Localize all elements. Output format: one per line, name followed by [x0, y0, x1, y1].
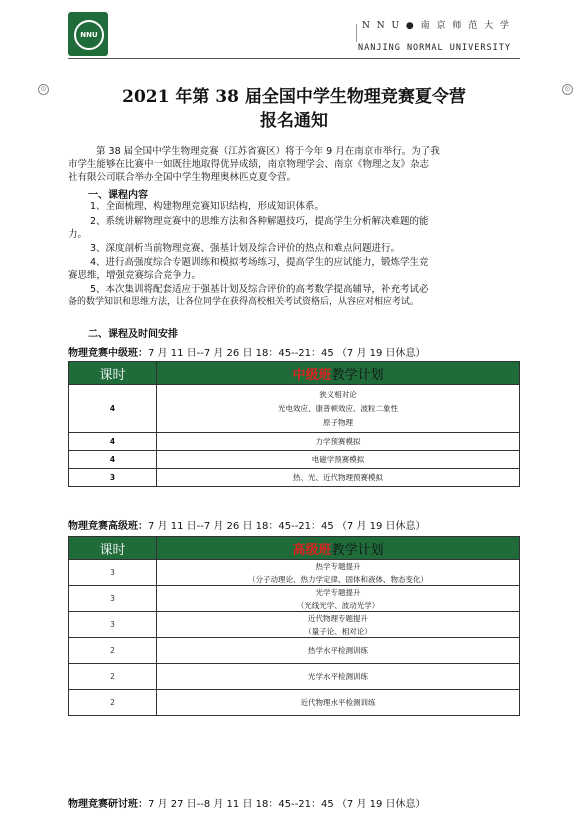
course-item-1: 1、全面梳理、构建物理竞赛知识结构，形成知识体系。 — [90, 201, 325, 212]
table-row — [69, 586, 520, 612]
row-hours: 3 — [69, 469, 157, 487]
row-plan: 热、光、近代物理预赛模拟 — [157, 469, 520, 487]
mid-plan-table — [68, 361, 520, 487]
row-hours: 4 — [69, 433, 157, 451]
mid-header-plan-text: 教学计划 — [331, 367, 384, 383]
adv-plan-table — [68, 536, 520, 716]
course-item-3: 3、深度剖析当前物理竞赛、强基计划及综合评价的热点和难点问题进行。 — [90, 243, 401, 254]
plan-line: （光线光学、波动光学） — [296, 600, 380, 610]
adv-table-header — [69, 537, 520, 560]
university-name-cn: N N U ● 南 京 师 范 大 学 — [362, 21, 511, 31]
course-item-2b: 力。 — [68, 229, 88, 240]
margin-circle-icon-right: ⊙ — [562, 84, 573, 95]
row-hours: 2 — [69, 638, 157, 664]
adv-class-title: 物理竞赛高级班： — [68, 521, 148, 532]
adv-header-plan-text: 教学计划 — [331, 542, 384, 558]
row-plan — [157, 586, 520, 612]
adv-header-hours: 课时 — [69, 537, 157, 560]
table-row — [69, 451, 520, 469]
course-item-4a: 4、进行高强度综合专题训练和模拟考场练习，提高学生的应试能力，锻炼学生竞 — [90, 257, 429, 268]
row-plan: 近代物理水平检测训练 — [157, 690, 520, 716]
adv-class-label — [68, 517, 426, 532]
row-hours: 2 — [69, 690, 157, 716]
course-item-4b: 赛思维，增强竞赛综合竞争力。 — [68, 270, 202, 281]
row-plan — [157, 612, 520, 638]
mid-table-header — [69, 362, 520, 385]
table-row — [69, 612, 520, 638]
row-hours: 3 — [69, 560, 157, 586]
table-row — [69, 664, 520, 690]
research-class-label — [68, 795, 426, 810]
mid-header-plan — [157, 362, 520, 385]
row-plan: 热学水平检测训练 — [157, 638, 520, 664]
row-hours: 3 — [69, 586, 157, 612]
row-plan — [157, 560, 520, 586]
plan-line: （量子论、相对论） — [304, 626, 372, 636]
table-row — [69, 385, 520, 433]
plan-line: 光电效应、康普顿效应、波粒二象性 — [278, 404, 398, 413]
university-name-en: NANJING NORMAL UNIVERSITY — [358, 43, 511, 53]
header-rule — [68, 58, 520, 59]
row-hours: 2 — [69, 664, 157, 690]
plan-line: 原子物理 — [323, 418, 353, 427]
row-hours: 4 — [69, 385, 157, 433]
row-hours: 3 — [69, 612, 157, 638]
row-plan: 力学预赛模拟 — [157, 433, 520, 451]
intro-line-3: 社有限公司联合举办全国中学生物理奥林匹克夏令营。 — [68, 172, 297, 183]
mid-header-hours: 课时 — [69, 362, 157, 385]
mid-class-title: 物理竞赛中级班： — [68, 348, 148, 359]
adv-header-plan — [157, 537, 520, 560]
section-heading-schedule: 二、课程及时间安排 — [88, 329, 178, 340]
section-heading-courses: 一、课程内容 — [88, 190, 148, 201]
course-item-2a: 2、系统讲解物理竞赛中的思维方法和各种解题技巧，提高学生分析解决难题的能 — [90, 216, 429, 227]
intro-line-2: 市学生能够在比赛中一如既往地取得优异成绩，南京物理学会、南京《物理之友》杂志 — [68, 159, 430, 170]
row-plan — [157, 385, 520, 433]
mid-class-schedule: 7 月 11 日--7 月 26 日 18：45--21：45 （7 月 19 日休息） — [148, 348, 426, 359]
plan-line: 近代物理专题提升 — [308, 613, 368, 623]
plan-line: 光学专题提升 — [315, 587, 361, 597]
adv-header-class: 高级班 — [292, 542, 332, 558]
university-logo — [68, 12, 108, 56]
mid-class-label — [68, 344, 426, 359]
row-plan: 电磁学预赛模拟 — [157, 451, 520, 469]
table-row — [69, 469, 520, 487]
row-hours: 4 — [69, 451, 157, 469]
doc-subtitle: 报名通知 — [260, 111, 328, 131]
plan-line: （分子动理论、热力学定律、固体和液体、物态变化） — [248, 574, 428, 584]
adv-class-schedule: 7 月 11 日--7 月 26 日 18：45--21：45 （7 月 19 日休息） — [148, 521, 426, 532]
plan-line: 狭义相对论 — [319, 390, 357, 399]
mid-header-class: 中级班 — [292, 367, 332, 383]
table-row — [69, 638, 520, 664]
research-class-schedule: 7 月 27 日--8 月 11 日 18：45--21：45 （7 月 19 日休息） — [148, 799, 426, 810]
row-plan: 光学水平检测训练 — [157, 664, 520, 690]
course-item-5a: 5、本次集训将配套适应于强基计划及综合评价的高考数学提高辅导，补充考试必 — [90, 284, 429, 295]
table-row — [69, 560, 520, 586]
table-row — [69, 433, 520, 451]
research-class-title: 物理竞赛研讨班： — [68, 799, 148, 810]
course-item-5b: 备的数学知识和思维方法，让各位同学在获得高校相关考试资格后，从容应对相应考试。 — [68, 297, 420, 307]
intro-line-1: 第 38 届全国中学生物理竞赛（江苏省赛区）将于今年 9 月在南京市举行。为了我 — [96, 146, 440, 157]
table-row — [69, 690, 520, 716]
doc-title: 2021 年第 38 届全国中学生物理竞赛夏令营 — [122, 87, 466, 107]
margin-circle-icon: ⊙ — [38, 84, 49, 95]
header-divider — [356, 24, 357, 42]
logo-text: NNU — [74, 20, 104, 50]
plan-line: 热学专题提升 — [315, 561, 361, 571]
